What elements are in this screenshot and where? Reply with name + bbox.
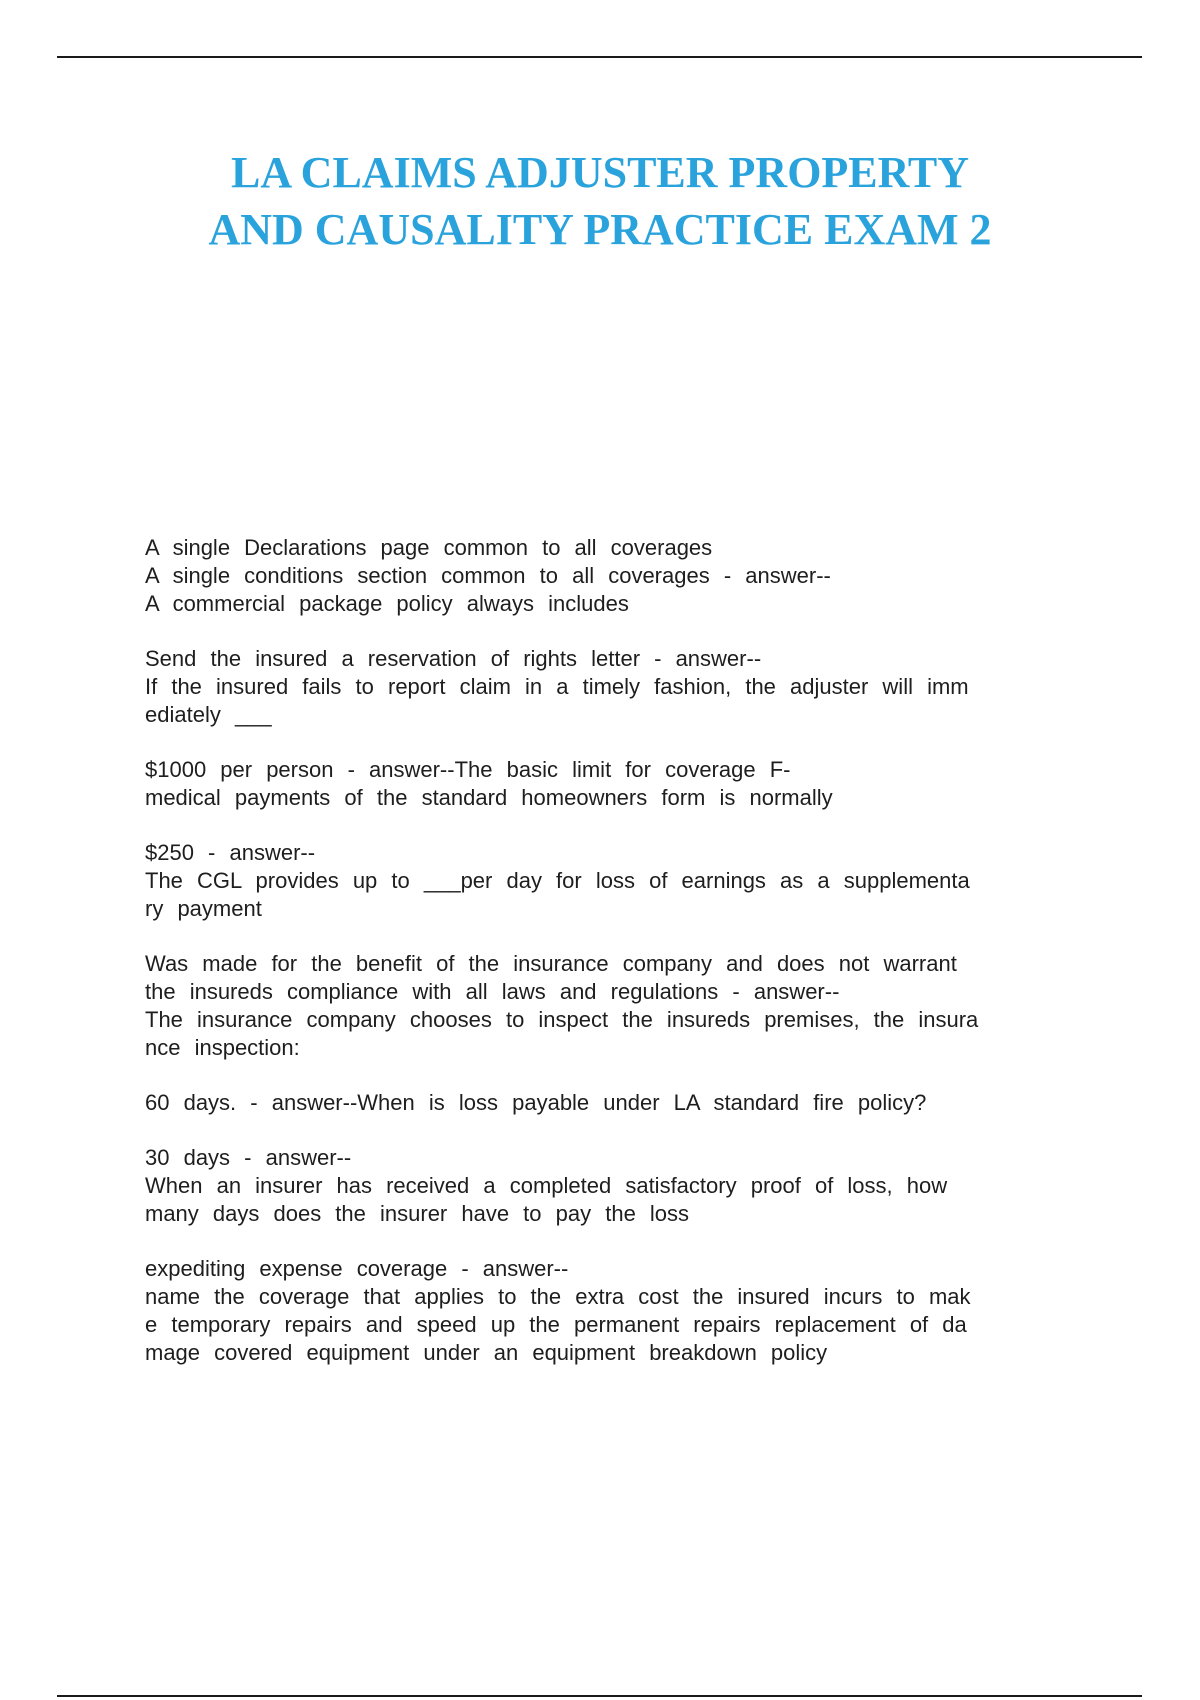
flashcard-text-line: When an insurer has received a completed satisfactory proof of loss, how xyxy=(145,1173,948,1198)
flashcard-text-line: 30 days - answer-- xyxy=(145,1145,352,1170)
flashcard-block xyxy=(145,756,1085,812)
flashcard-block xyxy=(145,1089,1085,1117)
flashcard-text-line: nce inspection: xyxy=(145,1035,300,1060)
flashcard-block xyxy=(145,645,1085,729)
flashcard-block xyxy=(145,534,1085,618)
flashcard-text-line: A single Declarations page common to all coverages xyxy=(145,535,713,560)
flashcard-text-line: ediately ___ xyxy=(145,702,272,727)
bottom-divider xyxy=(57,1695,1142,1697)
flashcard-list xyxy=(145,534,1085,1394)
flashcard-text-line: ry payment xyxy=(145,896,262,921)
flashcard-text-line: mage covered equipment under an equipment breakdown policy xyxy=(145,1340,828,1365)
flashcard-block xyxy=(145,950,1085,1062)
flashcard-text-line: Send the insured a reservation of rights letter - answer-- xyxy=(145,646,762,671)
flashcard-block xyxy=(145,839,1085,923)
flashcard-text-line: A single conditions section common to all coverages - answer-- xyxy=(145,563,831,588)
flashcard-text-line: If the insured fails to report claim in a timely fashion, the adjuster will imm xyxy=(145,674,969,699)
flashcard-text-line: A commercial package policy always includes xyxy=(145,591,629,616)
flashcard-text-line: 60 days. - answer--When is loss payable under LA standard fire policy? xyxy=(145,1090,927,1115)
flashcard-text-line: the insureds compliance with all laws and regulations - answer-- xyxy=(145,979,840,1004)
title-line-1: LA CLAIMS ADJUSTER PROPERTY xyxy=(230,148,969,197)
title-line-2: AND CAUSALITY PRACTICE EXAM 2 xyxy=(208,205,992,254)
flashcard-text-line: $1000 per person - answer--The basic limit for coverage F- xyxy=(145,757,791,782)
flashcard-text-line: many days does the insurer have to pay the loss xyxy=(145,1201,690,1226)
flashcard-text-line: medical payments of the standard homeowners form is normally xyxy=(145,785,833,810)
flashcard-text-line: Was made for the benefit of the insurance company and does not warrant xyxy=(145,951,957,976)
flashcard-text-line: The CGL provides up to ___per day for loss of earnings as a supplementa xyxy=(145,868,970,893)
flashcard-text-line: name the coverage that applies to the extra cost the insured incurs to mak xyxy=(145,1284,971,1309)
flashcard-text-line: $250 - answer-- xyxy=(145,840,316,865)
flashcard-text-line: e temporary repairs and speed up the permanent repairs replacement of da xyxy=(145,1312,967,1337)
flashcard-block xyxy=(145,1144,1085,1228)
flashcard-text-line: The insurance company chooses to inspect the insureds premises, the insura xyxy=(145,1007,979,1032)
top-divider xyxy=(57,56,1142,58)
flashcard-block xyxy=(145,1255,1085,1367)
document-title xyxy=(100,144,1100,258)
flashcard-text-line: expediting expense coverage - answer-- xyxy=(145,1256,569,1281)
